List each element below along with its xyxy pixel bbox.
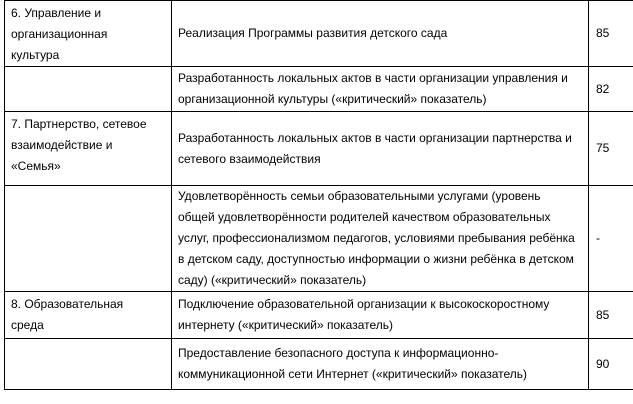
area-label [5,67,171,69]
indicator-label: Подключение образовательной организации к высокоскоростному интернету («критический» показатель) [178,297,550,332]
area-label: 6. Управление и организационная культура [11,6,108,62]
indicator-value: 75 [596,141,610,155]
indicator-cell [172,339,589,390]
indicator-cell [172,112,589,186]
indicator-value: 82 [596,81,610,96]
indicator-cell [172,67,589,112]
table-row [5,67,633,112]
table-row [5,186,633,292]
indicator-label: Предоставление безопасного доступа к информационно- коммуникационной сети Интернет («критический» показатель) [178,346,528,381]
area-cell [5,186,172,292]
value-cell [589,67,633,112]
table-row [5,1,633,67]
area-label [5,339,171,341]
area-cell [5,292,172,339]
indicator-cell [172,292,589,339]
indicator-label: Разработанность локальных актов в части организации партнерства и сетевого взаимодействия [178,130,572,166]
indicator-value: 85 [596,26,610,40]
table-row [5,112,633,186]
area-label: 8. Образовательная среда [11,297,124,332]
indicator-cell [172,186,589,292]
indicator-label: Реализация Программы развития детского сада [178,26,448,40]
value-cell [589,339,633,390]
table-row [5,339,633,390]
table-row [5,292,633,339]
value-cell [589,292,633,339]
indicator-value: 90 [596,356,610,371]
area-cell [5,339,172,390]
indicator-value: 85 [596,307,610,322]
value-cell [589,112,633,186]
value-cell [589,1,633,67]
area-label: 7. Партнерство, сетевое взаимодействие и «Семья» [11,117,147,173]
indicator-cell [172,1,589,67]
area-cell [5,112,172,186]
area-label [5,186,171,188]
area-cell [5,67,172,112]
area-cell [5,1,172,67]
indicators-table [4,0,633,390]
indicator-value: - [596,231,600,245]
indicator-label: Разработанность локальных актов в части организации управления и организационной культуры («критический» показатель) [178,71,568,106]
indicator-label: Удовлетворённость семьи образовательными услугами (уровень общей удовлетворённости родителей качеством образовательных услуг, профессионализмом педагогов, условиями пребывания ребёнка в детском саду, доступностью информации о жизни ребёнка в детском саду) («критический» показатель) [178,189,575,287]
value-cell [589,186,633,292]
